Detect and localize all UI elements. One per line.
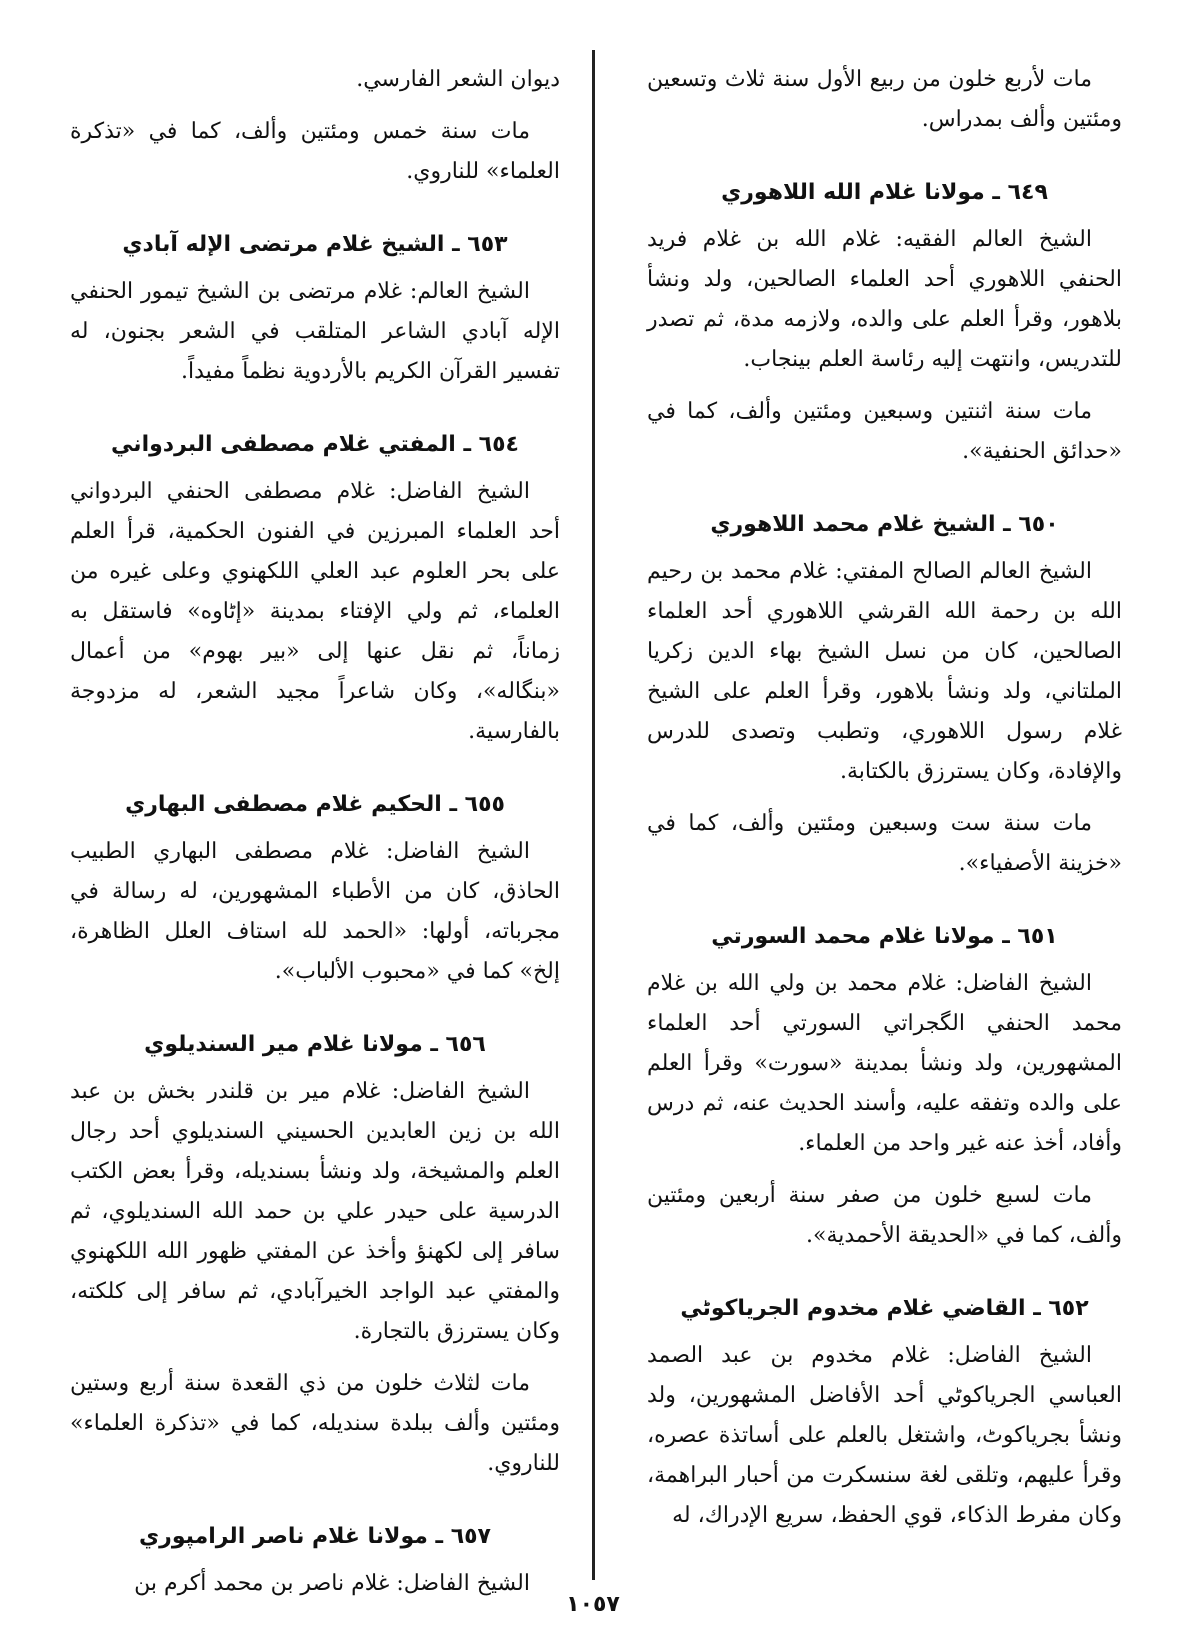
paragraph [647, 392, 1122, 472]
paragraph [647, 60, 1122, 140]
paragraph [70, 1072, 560, 1352]
paragraph [647, 1176, 1122, 1256]
paragraph-text: الشيخ الفاضل: غلام مخدوم بن عبد الصمد العباسي الجرياكوٹي أحد الأفاضل المشهورين، ولد ونشأ بجرياكوٹ، واشتغل بالعلم على أساتذة عصره، وقرأ عليهم، وتلقى لغة سنسكرت من أحبار البراهمة، وكان مفرط الذكاء، قوي الحفظ، سريع الإدراك، له [647, 1343, 1122, 1528]
paragraph [70, 1364, 560, 1484]
right-column [647, 60, 1122, 1548]
paragraph-text: مات لسبع خلون من صفر سنة أربعين ومئتين وألف، كما في «الحديقة الأحمدية». [647, 1183, 1122, 1248]
paragraph-text: الشيخ العالم الصالح المفتي: غلام محمد بن رحيم الله بن رحمة الله القرشي اللاهوري أحد العلماء الصالحين، كان من نسل الشيخ بهاء الدين زكريا الملتاني، ولد ونشأ بلاهور، وقرأ العلم على الشيخ غلام رسول اللاهوري، وتطبب وتصدى للدرس والإفادة، وكان يسترزق بالكتابة. [647, 559, 1122, 784]
paragraph-text: الشيخ الفاضل: غلام مصطفى الحنفي البردواني أحد العلماء المبرزين في الفنون الحكمية، قرأ العلم على بحر العلوم عبد العلي اللكهنوي وعلى غيره من العلماء، ثم ولي الإفتاء بمدينة «إٹاوه» فاستقل به زماناً، ثم نقل عنها إلى «بير بهوم» من أعمال «بنگاله»، وكان شاعراً مجيد الشعر، له مزدوجة بالفارسية. [70, 479, 560, 744]
paragraph [647, 1336, 1122, 1536]
paragraph [647, 220, 1122, 380]
paragraph [70, 112, 560, 192]
entry-heading: ٦٥٢ ـ القاضي غلام مخدوم الجرياكوٹي [680, 1296, 1089, 1321]
entry-heading: ٦٥٤ ـ المفتي غلام مصطفى البردواني [111, 432, 519, 457]
paragraph [70, 832, 560, 992]
entry-heading: ٦٥٥ ـ الحكيم غلام مصطفى البهاري [125, 792, 505, 817]
paragraph-text: الشيخ العالم: غلام مرتضى بن الشيخ تيمور الحنفي الإله آبادي الشاعر المتلقب في الشعر بجنون، له تفسير القرآن الكريم بالأردوية نظماً مفيداً. [70, 279, 560, 384]
paragraph-text: مات سنة ست وسبعين ومئتين وألف، كما في «خزينة الأصفياء». [647, 811, 1122, 876]
paragraph-text: الشيخ الفاضل: غلام مصطفى البهاري الطبيب الحاذق، كان من الأطباء المشهورين، له رسالة في مجرباته، أولها: «الحمد لله استاف العلل الظاهرة، إلخ» كما في «محبوب الألباب». [70, 839, 560, 984]
paragraph-text: مات سنة خمس ومئتين وألف، كما في «تذكرة العلماء» للناروي. [70, 119, 560, 184]
paragraph-text: الشيخ الفاضل: غلام مير بن قلندر بخش بن عبد الله بن زين العابدين الحسيني السنديلوي أحد رجال العلم والمشيخة، ولد ونشأ بسنديله، وقرأ بعض الكتب الدرسية على حيدر علي بن حمد الله السنديلوي، ثم سافر إلى لكهنؤ وأخذ عن المفتي ظهور الله اللكهنوي والمفتي عبد الواجد الخيرآبادي، ثم سافر إلى كلكته، وكان يسترزق بالتجارة. [70, 1079, 560, 1344]
entry-heading: ٦٥٣ ـ الشيخ غلام مرتضى الإله آبادي [122, 232, 508, 257]
entry-heading: ٦٥٦ ـ مولانا غلام مير السنديلوي [144, 1032, 486, 1057]
paragraph-text: الشيخ الفاضل: غلام محمد بن ولي الله بن غلام محمد الحنفي الگجراتي السورتي أحد العلماء المشهورين، ولد ونشأ بمدينة «سورت» وقرأ العلم على والده وتفقه عليه، وأسند الحديث عنه، ثم درس وأفاد، أخذ عنه غير واحد من العلماء. [647, 971, 1122, 1156]
paragraph-text: الشيخ العالم الفقيه: غلام الله بن غلام فريد الحنفي اللاهوري أحد العلماء الصالحين، ولد ونشأ بلاهور، وقرأ العلم على والده، ولازمه مدة، ثم تصدر للتدريس، وانتهت إليه رئاسة العلم بينجاب. [647, 227, 1122, 372]
paragraph-text: مات سنة اثنتين وسبعين ومئتين وألف، كما في «حدائق الحنفية». [647, 399, 1122, 464]
page-number: ١٠٥٧ [566, 1592, 620, 1617]
paragraph [70, 272, 560, 392]
entry-heading: ٦٥١ ـ مولانا غلام محمد السورتي [711, 924, 1058, 949]
paragraph-text: مات لثلاث خلون من ذي القعدة سنة أربع وستين ومئتين وألف ببلدة سنديله، كما في «تذكرة العلماء» للناروي. [70, 1371, 560, 1476]
paragraph-text: ديوان الشعر الفارسي. [356, 67, 560, 92]
paragraph [647, 964, 1122, 1164]
paragraph-text: مات لأربع خلون من ربيع الأول سنة ثلاث وتسعين ومئتين وألف بمدراس. [647, 67, 1122, 132]
entry-heading: ٦٤٩ ـ مولانا غلام الله اللاهوري [721, 180, 1048, 205]
column-divider [592, 50, 595, 1580]
left-column [70, 60, 560, 1616]
paragraph [647, 552, 1122, 792]
paragraph [70, 472, 560, 752]
paragraph [70, 60, 560, 100]
entry-heading: ٦٥٠ ـ الشيخ غلام محمد اللاهوري [710, 512, 1059, 537]
paragraph [647, 804, 1122, 884]
paragraph-text: الشيخ الفاضل: غلام ناصر بن محمد أكرم بن [134, 1571, 530, 1596]
entry-heading: ٦٥٧ ـ مولانا غلام ناصر الرامپوري [138, 1524, 491, 1549]
